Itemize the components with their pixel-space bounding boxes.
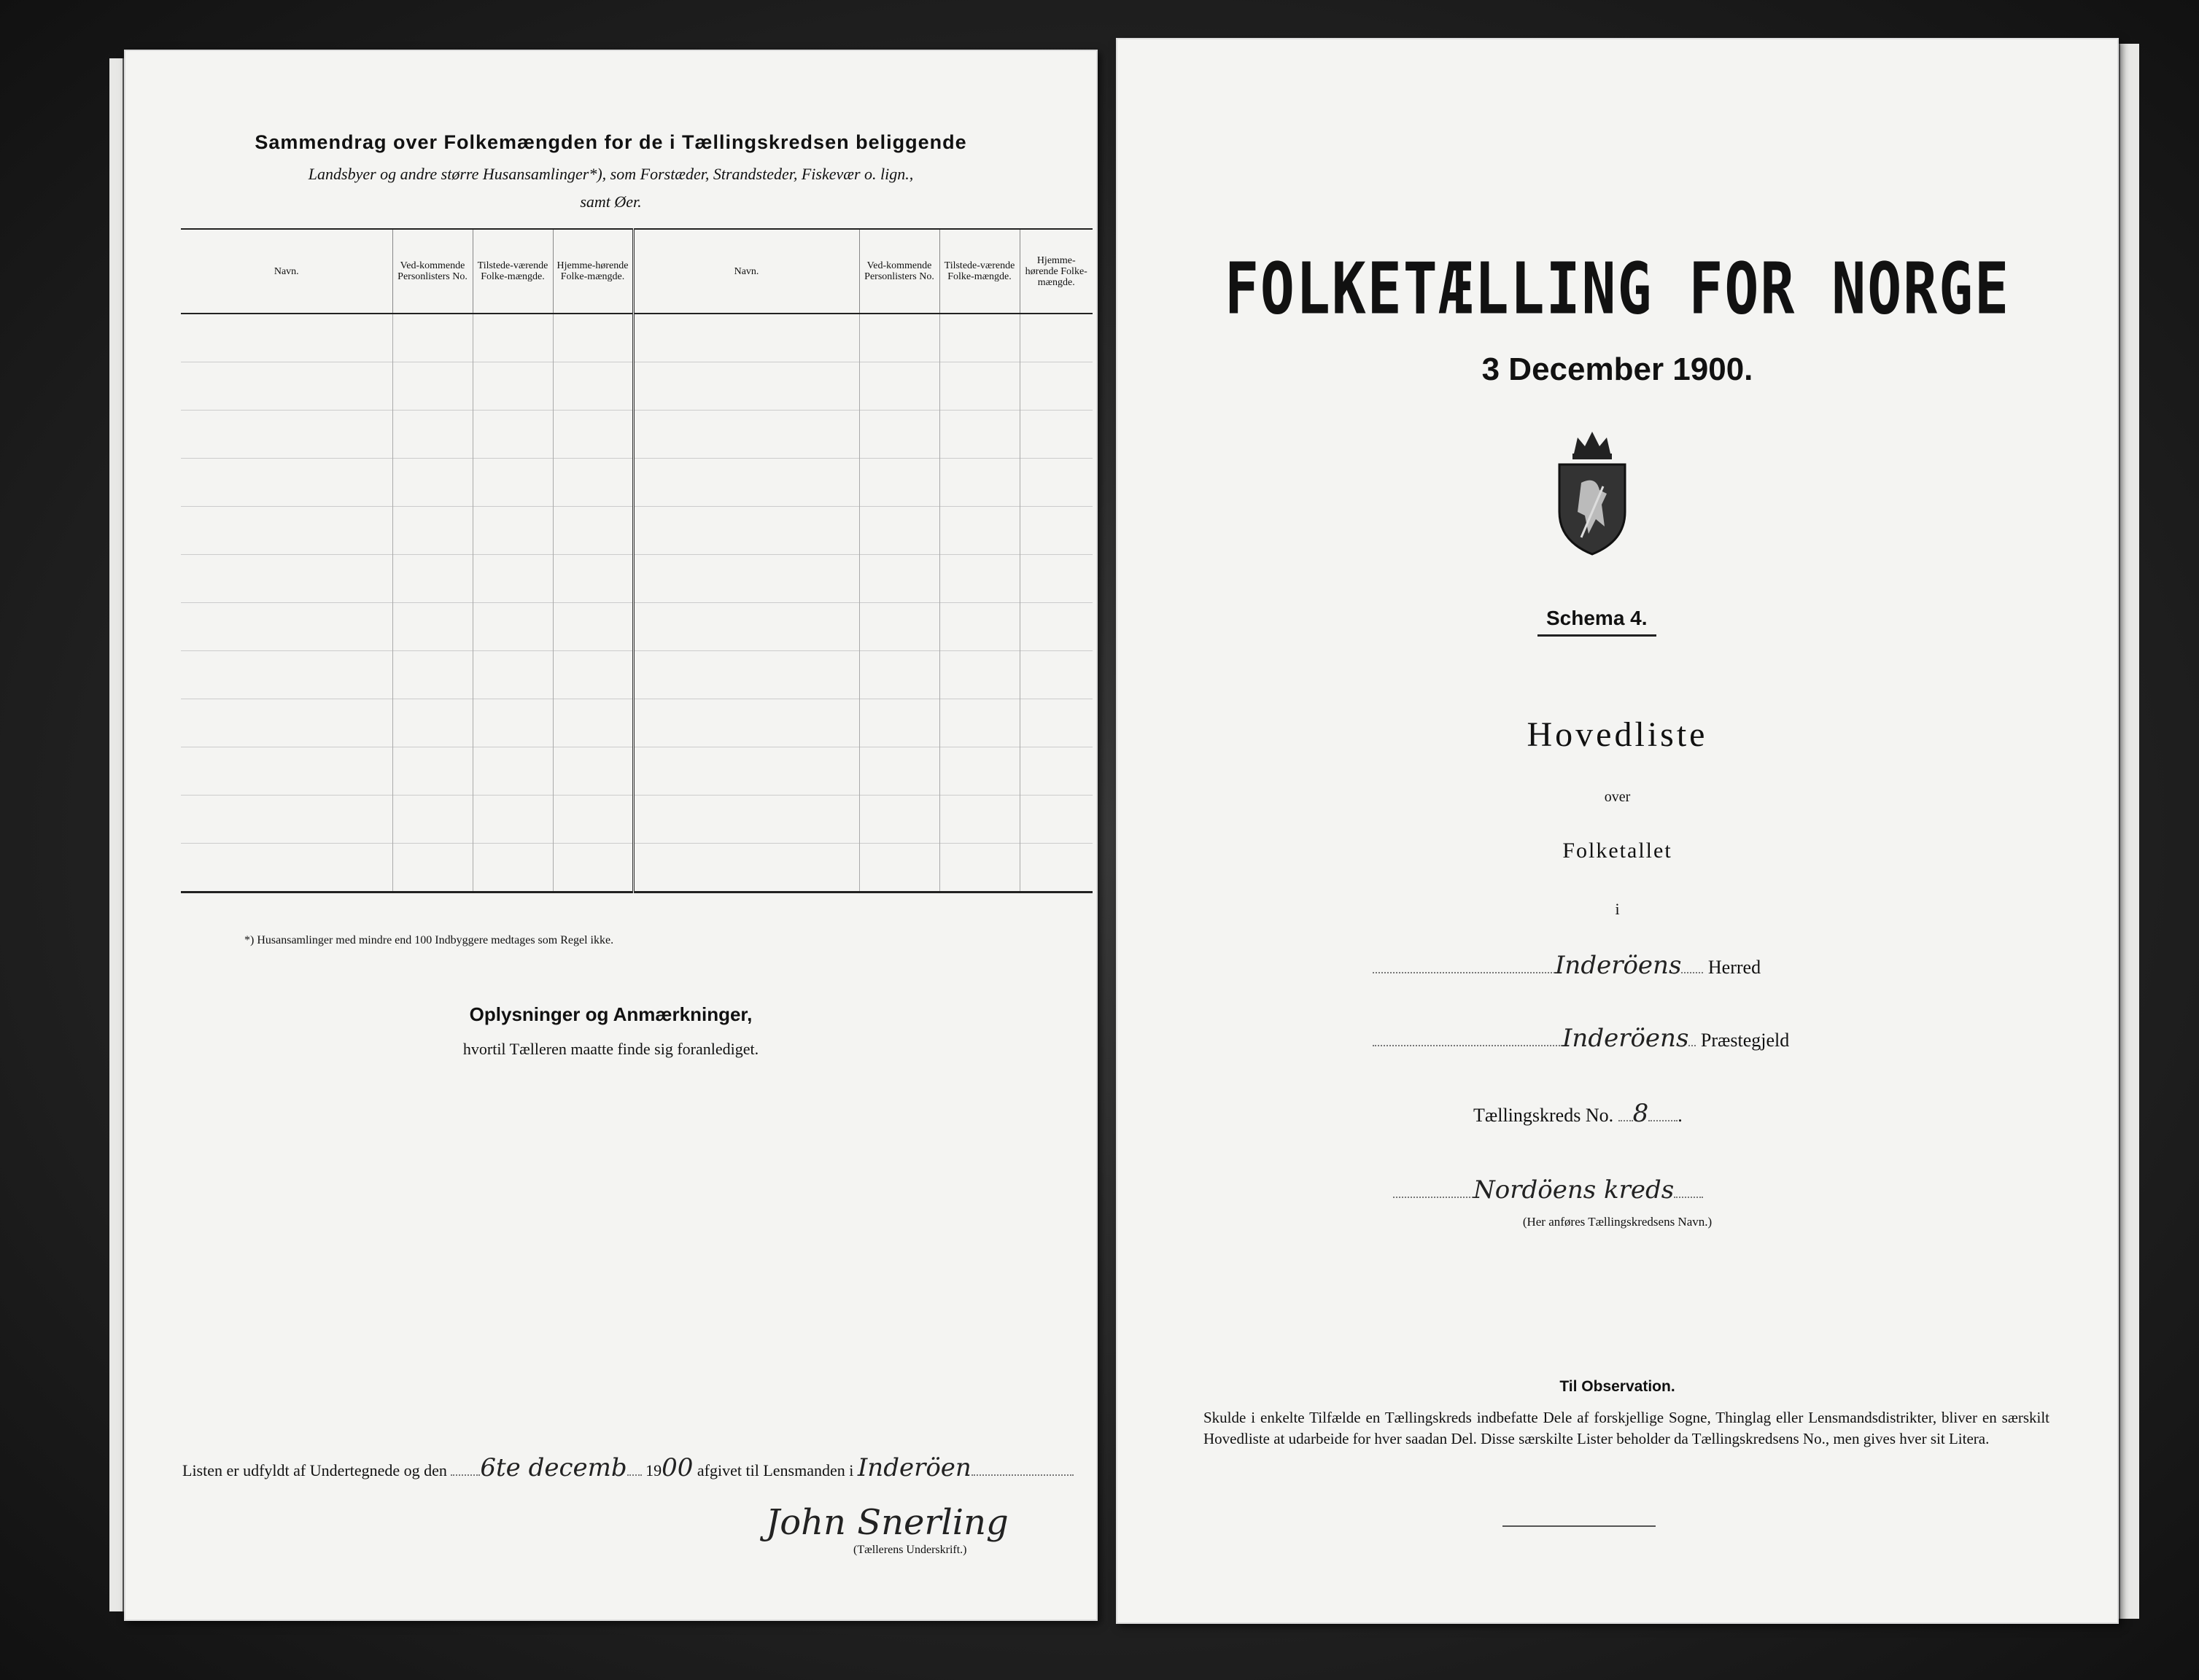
table-cell — [939, 651, 1020, 699]
herred-label: Herred — [1707, 957, 1761, 978]
table-cell — [392, 411, 473, 459]
taellingskreds-value: 8 — [1632, 1099, 1649, 1128]
header-navn-2: Navn. — [633, 229, 859, 314]
table-cell — [473, 362, 553, 411]
text-folketallet: Folketallet — [1562, 839, 1672, 863]
table-cell — [633, 507, 859, 555]
table-cell — [553, 459, 633, 507]
table-cell — [181, 507, 392, 555]
table-cell — [392, 796, 473, 844]
sign-prefix: Listen er udfyldt af Undertegnede og den — [182, 1461, 447, 1479]
table-row — [181, 844, 1093, 892]
table-cell — [859, 796, 939, 844]
enumerator-signature: John Snerling — [766, 1502, 1009, 1543]
right-page-edge — [2119, 44, 2139, 1619]
table-row — [181, 459, 1093, 507]
table-cell — [1020, 459, 1093, 507]
table-cell — [392, 555, 473, 603]
footnote: *) Husansamlinger med mindre end 100 Indbyggere medtages som Regel ikke. — [244, 934, 614, 946]
observation-title: Til Observation. — [1559, 1378, 1675, 1395]
table-row — [181, 507, 1093, 555]
table-cell — [859, 603, 939, 651]
table-cell — [553, 362, 633, 411]
table-cell — [939, 507, 1020, 555]
herred-value: Inderöens — [1555, 951, 1682, 980]
table-cell — [1020, 844, 1093, 892]
remarks-title: Oplysninger og Anmærkninger, — [469, 1003, 753, 1025]
table-cell — [181, 699, 392, 747]
prestegjeld-value: Inderöens — [1562, 1024, 1689, 1053]
table-cell — [1020, 507, 1093, 555]
table-cell — [553, 314, 633, 362]
table-cell — [859, 314, 939, 362]
table-cell — [633, 603, 859, 651]
table-cell — [181, 314, 392, 362]
table-cell — [1020, 314, 1093, 362]
table-cell — [392, 651, 473, 699]
summary-title: Sammendrag over Folkemængden for de i Tællingskredsen beliggende — [255, 131, 967, 153]
table-row — [181, 603, 1093, 651]
table-cell — [473, 747, 553, 796]
table-cell — [473, 555, 553, 603]
summary-table — [181, 228, 1093, 893]
summary-subtitle-2: samt Øer. — [580, 192, 642, 211]
sign-year-prefix: 19 — [645, 1461, 662, 1479]
table-row — [181, 699, 1093, 747]
table-cell — [633, 796, 859, 844]
table-cell — [181, 603, 392, 651]
table-cell — [859, 747, 939, 796]
table-row — [181, 362, 1093, 411]
table-cell — [473, 699, 553, 747]
table-cell — [1020, 555, 1093, 603]
table-cell — [859, 844, 939, 892]
table-cell — [553, 796, 633, 844]
header-personlister-no: Ved-kommende Personlisters No. — [392, 229, 473, 314]
observation-text: Skulde i enkelte Tilfælde en Tællingskreds indbefatte Dele af forskjellige Sogne, Thinglag eller Lensmandsdistrikter, bliver en særskilt Hovedliste at udarbeide for hver saadan Del. Disse særskilte Lister beholder da Tællingskredsens No., men gives hver sit Litera. — [1203, 1409, 2049, 1447]
table-cell — [181, 362, 392, 411]
table-cell — [1020, 796, 1093, 844]
table-row — [181, 651, 1093, 699]
table-cell — [633, 555, 859, 603]
table-cell — [473, 844, 553, 892]
table-cell — [633, 651, 859, 699]
table-cell — [939, 362, 1020, 411]
kreds-name-caption: (Her anføres Tællingskredsens Navn.) — [1522, 1215, 1713, 1229]
taellingskreds-label: Tællingskreds No. — [1473, 1105, 1614, 1126]
table-cell — [859, 459, 939, 507]
table-cell — [553, 603, 633, 651]
table-cell — [1020, 603, 1093, 651]
table-cell — [939, 699, 1020, 747]
table-cell — [181, 555, 392, 603]
table-cell — [633, 411, 859, 459]
table-cell — [939, 555, 1020, 603]
table-cell — [939, 796, 1020, 844]
summary-subtitle: Landsbyer og andre større Husansamlinger*), som Forstæder, Strandsteder, Fiskevær o. lign., — [308, 165, 914, 183]
sign-place: Inderöen — [857, 1453, 971, 1482]
table-cell — [1020, 362, 1093, 411]
closing-rule — [1502, 1525, 1656, 1527]
left-page — [124, 50, 1098, 1621]
table-cell — [859, 362, 939, 411]
header-hjemmehorende: Hjemme-hørende Folke-mængde. — [553, 229, 633, 314]
table-row — [181, 555, 1093, 603]
table-cell — [859, 555, 939, 603]
table-cell — [181, 747, 392, 796]
table-cell — [939, 314, 1020, 362]
table-cell — [633, 699, 859, 747]
census-date: 3 December 1900. — [1481, 351, 1753, 387]
table-cell — [392, 459, 473, 507]
taellingskreds-field: Tællingskreds No. 8 . — [1473, 1099, 1683, 1128]
table-cell — [392, 314, 473, 362]
table-cell — [181, 651, 392, 699]
right-page — [1116, 38, 2119, 1624]
table-cell — [859, 651, 939, 699]
census-title: FOLKETÆLLING FOR NORGE — [1224, 248, 2011, 331]
table-cell — [392, 844, 473, 892]
prestegjeld-label: Præstegjeld — [1700, 1030, 1790, 1051]
table-cell — [473, 603, 553, 651]
table-cell — [392, 747, 473, 796]
table-cell — [939, 603, 1020, 651]
prestegjeld-field — [1373, 1024, 1789, 1053]
table-cell — [473, 314, 553, 362]
table-cell — [181, 411, 392, 459]
table-cell — [633, 362, 859, 411]
left-page-edge — [109, 58, 125, 1611]
heading-hovedliste: Hovedliste — [1527, 715, 1708, 754]
schema-number: Schema 4. — [1537, 607, 1656, 637]
header-navn: Navn. — [181, 229, 392, 314]
table-cell — [473, 651, 553, 699]
table-cell — [473, 507, 553, 555]
table-cell — [392, 603, 473, 651]
signature-line — [182, 1453, 1074, 1482]
table-cell — [392, 507, 473, 555]
table-cell — [1020, 651, 1093, 699]
signature-caption: (Tællerens Underskrift.) — [853, 1544, 967, 1556]
table-cell — [1020, 411, 1093, 459]
table-cell — [553, 747, 633, 796]
table-cell — [859, 507, 939, 555]
table-cell — [633, 314, 859, 362]
summary-table-body — [181, 314, 1093, 892]
table-cell — [392, 362, 473, 411]
text-i: i — [1615, 900, 1620, 918]
table-cell — [553, 699, 633, 747]
table-cell — [553, 507, 633, 555]
table-cell — [939, 747, 1020, 796]
sign-middle: afgivet til Lensmanden i — [697, 1461, 854, 1479]
table-cell — [859, 411, 939, 459]
table-cell — [553, 844, 633, 892]
header-tilstedevaerende-2: Tilstede-værende Folke-mængde. — [939, 229, 1020, 314]
sign-year-suffix: 00 — [662, 1453, 694, 1482]
table-cell — [859, 699, 939, 747]
herred-field — [1373, 951, 1761, 980]
kreds-name-value: Nordöens kreds — [1473, 1175, 1675, 1205]
table-cell — [392, 699, 473, 747]
coat-of-arms-icon — [1552, 424, 1632, 556]
table-cell — [939, 459, 1020, 507]
table-cell — [553, 555, 633, 603]
table-cell — [633, 844, 859, 892]
table-cell — [553, 411, 633, 459]
table-cell — [553, 651, 633, 699]
table-cell — [939, 411, 1020, 459]
table-cell — [633, 747, 859, 796]
text-over: over — [1604, 789, 1631, 805]
header-hjemmehorende-2: Hjemme-hørende Folke-mængde. — [1020, 229, 1093, 314]
table-cell — [1020, 699, 1093, 747]
header-tilstedevaerende: Tilstede-værende Folke-mængde. — [473, 229, 553, 314]
table-cell — [633, 459, 859, 507]
table-row — [181, 796, 1093, 844]
table-row — [181, 314, 1093, 362]
table-cell — [1020, 747, 1093, 796]
header-personlister-no-2: Ved-kommende Personlisters No. — [859, 229, 939, 314]
table-row — [181, 411, 1093, 459]
table-cell — [473, 459, 553, 507]
table-cell — [181, 796, 392, 844]
table-cell — [939, 844, 1020, 892]
table-cell — [181, 459, 392, 507]
sign-date: 6te decemb — [480, 1453, 627, 1482]
table-row — [181, 747, 1093, 796]
table-cell — [473, 411, 553, 459]
kreds-name-field — [1393, 1175, 1703, 1205]
table-cell — [473, 796, 553, 844]
remarks-subtitle: hvortil Tælleren maatte finde sig foranlediget. — [462, 1040, 759, 1058]
table-cell — [181, 844, 392, 892]
